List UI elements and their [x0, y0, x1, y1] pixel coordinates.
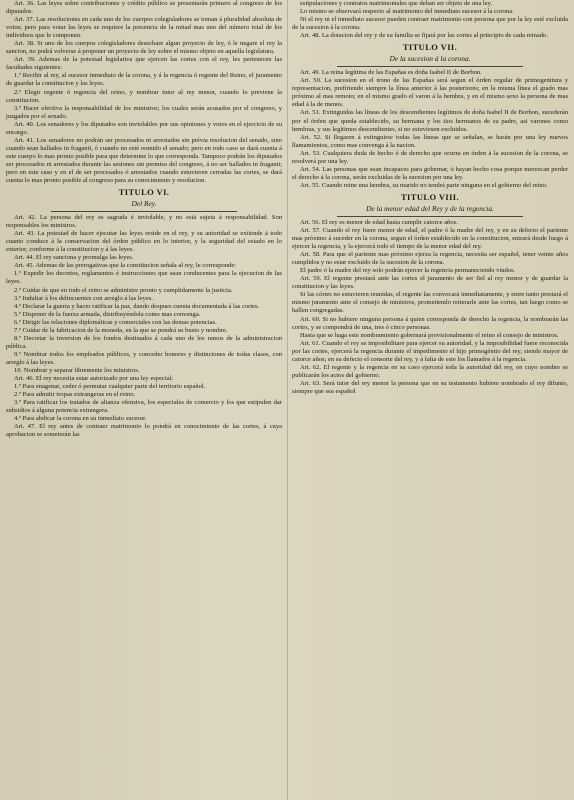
left-paragraph: Art. 41. Los senadores no podrán ser procesados ni arrestados sin prévia resolucion del senado, sino cuando sean hallados in fraganti, ó cuando no esté reunido el senado; pero en todo caso se dará cuenta á este cuerpo lo mas pronto posible para que determine lo que corresponda. Tampoco podrán los diputados ser procesados ni arrestados durante las sesiones sin permiso del congreso, á no ser hallados in fraganti; pero en este caso y en el de ser procesados ó arrestados cuando estuvieren cerradas las cortes, se dará cuenta lo mas pronto posible al congreso para su conocimiento y resolucion.	[6, 136, 282, 185]
right-paragraph: Art. 61. Cuando el rey se imposibilitare para ejercer su autoridad, y la imposibilidad fuere reconocida por las cortes, ejercerá la regencia durante el impedimento el hijo primogénito del rey, siendo mayor de catorce años; en su defecto el consorte del rey, y á falta de este los llamados á la regencia.	[292, 339, 568, 363]
right-paragraph: Ni el rey ni el inmediato sucesor pueden contraer matrimonio con persona que por la ley esté excluida de la sucesion á la corona.	[292, 16, 568, 32]
right-paragraph: Art. 60. Si no hubiere ninguna persona á quien corresponda de derecho la regencia, la nombrarán las cortes, y se compondrá de una, tres ó cinco personas.	[292, 315, 568, 331]
left-paragraph: Art. 43. La potestad de hacer ejecutar las leyes reside en el rey, y su autoridad se extiende á todo cuanto conduce á la conservacion del órden público en lo interior, y la seguridad del estado en lo exterior, conforme á la constitucion y á las leyes.	[6, 230, 282, 254]
left-paragraph: 10. Nombrar y separar libremente los ministros.	[14, 366, 140, 374]
left-section-title: TITULO VI.	[118, 187, 170, 198]
left-section-subtitle: Del Rey.	[131, 199, 157, 209]
left-paragraph: Art. 46. El rey necesita estar autorizado por una ley especial:	[14, 375, 174, 383]
left-paragraph: 8.º Decretar la inversion de los fondos destinados á cada uno de los ramos de la administracion pública.	[6, 334, 282, 350]
left-paragraph: 2.º Elegir regente ó regencia del reino, y nombrar tutor al rey menor, cuando lo previene la constitucion.	[6, 88, 282, 104]
left-paragraph: 1.º Expedir los decretos, reglamentos é instrucciones que sean conducentes para la ejecucion de las leyes.	[6, 270, 282, 286]
left-paragraph: 3.º Hacer efectiva la responsabilidad de los ministros; los cuales serán acusados por el congreso, y juzgados por el senado.	[6, 104, 282, 120]
left-paragraph: 4.º Para abdicar la corona en su inmediato sucesor.	[14, 415, 147, 423]
left-paragraph: Art. 40. Los senadores y los diputados son inviolables por sus opiniones y votos en el ejercicio de su encargo.	[6, 120, 282, 136]
section-rule	[337, 216, 523, 217]
left-paragraph: Art. 37. Las resoluciones en cada uno de los cuerpos colegisladores se toman á pluralidad absoluta de votos; pero para votar las leyes se requiere la presencia de la mitad mas uno del número total de los individuos que le componen.	[6, 16, 282, 40]
left-paragraph: 3.º Para ratificar los tratados de alianza ofensiva, los especiales de comercio y los que estipulen dar subsidios á alguna potencia extrangera.	[6, 399, 282, 415]
left-paragraph: Art. 38. Si uno de los cuerpos colegisladores desechare algun proyecto de ley, ó le negare el rey la sancion, no podrá volverse á proponer un proyecto de ley sobre el mismo objeto en aquella legislatura.	[6, 40, 282, 56]
left-column	[6, 0, 282, 439]
right-paragraph: Art. 57. Cuando el rey fuere menor de edad, el padre ó la madre del rey, y en su defecto el pariente mas próximo á suceder en la corona, segun el órden establecido en la constitucion, entrará desde luego á ejercer la regencia, y la ejercerá todo el tiempo de la menor edad del rey.	[292, 226, 568, 251]
right-section-title: TITULO VII.	[402, 42, 458, 53]
left-paragraph: 5.º Disponer de la fuerza armada, distribuyéndola como mas convenga.	[14, 310, 201, 318]
right-section-title: TITULO VIII.	[400, 191, 460, 202]
left-paragraph: Art. 39. Ademas de la potestad legislativa que ejercen las cortes con el rey, les pertenecen las facultades siguientes:	[6, 56, 282, 72]
left-paragraph: 2.º Cuidar de que en todo el reino se administre pronto y cumplidamente la justicia.	[14, 286, 233, 294]
right-paragraph: Hasta que se haga este nombramiento gobernará provisionalmente el reino el consejo de ministros.	[300, 331, 559, 339]
right-paragraph: Art. 52. Si llegaren á extinguirse todas las líneas que se señalan, se harán por una ley nuevos llamamientos, como mas convenga á la nacion.	[292, 133, 568, 149]
right-paragraph: Art. 53. Cualquiera duda de hecho ó de derecho que ocurra en órden á la sucesion de la corona, se resolverá por una ley.	[292, 149, 568, 165]
left-paragraph: 9.º Nombrar todos los empleados públicos, y conceder honores y distinciones de todas clases, con arreglo á las leyes.	[6, 350, 282, 366]
right-section-subtitle: De la sucesion á la corona.	[389, 54, 471, 64]
right-paragraph: Art. 62. El regente y la regencia en su caso ejercerá toda la autoridad del rey, en cuyo nombre se publicarán los actos del gobierno.	[292, 363, 568, 379]
right-paragraph: Art. 56. El rey es menor de edad hasta cumplir catorce años.	[300, 218, 458, 226]
left-paragraph: Art. 44. El rey sanciona y promulga las leyes.	[14, 254, 134, 262]
left-paragraph: Art. 36. Las leyes sobre contribuciones y crédito público se presentarán primero al congreso de los diputados.	[6, 0, 282, 16]
left-paragraph: 3.º Indultar á los delincuentes con arreglo á las leyes.	[14, 294, 153, 302]
right-paragraph: Lo mismo se observará respecto al matrimonio del inmediato sucesor á la corona.	[300, 8, 514, 16]
right-paragraph: El padre ó la madre del rey solo podrán ejercer la regencia permaneciendo viudos.	[300, 267, 516, 275]
column-divider	[287, 0, 288, 800]
left-paragraph: 4.º Declarar la guerra y hacer ratificar la paz, dando despues cuenta documentada á las cortes.	[14, 302, 260, 310]
right-section-subtitle: De la menor edad del Rey y de la regencia.	[366, 203, 494, 213]
right-paragraph: Si las córtes no estuvieren reunidas, el regente las convocará inmediatamente, y entre tanto prestará el mismo juramento ante el consejo de ministros, prometiendo reiterarle ante las cortes, tan luego como se hallen congregadas.	[292, 291, 568, 315]
right-paragraph: Art. 48. La dotacion del rey y de su familia se fijará por las cortes al principio de cada reinado.	[300, 32, 548, 40]
left-paragraph: 2.º Para admitir tropas extrangeras en el reino.	[14, 391, 136, 399]
section-rule	[337, 66, 523, 67]
right-paragraph: Art. 55. Cuando reine una hembra, su marido no tendrá parte ninguna en el gobierno del reino.	[300, 181, 548, 189]
left-paragraph: 6.º Dirigir las relaciones diplomáticas y comerciales con las demas potencias.	[14, 318, 217, 326]
left-paragraph: 1.º Para enagenar, ceder ó permutar cualquier parte del territorio español.	[14, 383, 206, 391]
right-paragraph: Art. 49. La reina legítima de las Españas es doña Isabel II de Borbon.	[300, 69, 482, 77]
right-column	[292, 0, 568, 396]
left-paragraph: 7.º Cuidar de la fabricacion de la moneda, en la que se pondrá su busto y nombre.	[14, 326, 228, 334]
left-paragraph: Art. 42. La persona del rey es sagrada é inviolable, y no está sujeta á responsabilidad. Son responsables los ministros.	[6, 214, 282, 230]
right-paragraph: Art. 58. Para que el pariente mas próximo ejerza la regencia, necesita ser español, tener veinte años cumplidos y no estar excluido de la sucesion de la corona.	[292, 251, 568, 267]
right-paragraph: Art. 54. Las personas que sean incapaces para gobernar, ó hayan hecho cosa porque merezcan perder el derecho á la corona, serán excluidas de la sucesion por una ley.	[292, 165, 568, 181]
right-paragraph: Art. 63. Será tutor del rey menor la persona que en su testamento hubiere nombrado el rey difunto, siempre que sea español	[292, 379, 568, 395]
left-paragraph: Art. 45. Ademas de las prerogativas que la constitucion señala al rey, le corresponde:	[14, 262, 237, 270]
right-paragraph: Art. 59. El regente prestará ante las cortes el juramento de ser fiel al rey menor y de guardar la constitucion y las leyes.	[292, 275, 568, 291]
section-rule	[51, 211, 237, 212]
left-paragraph: Art. 47. El rey antes de contraer matrimonio lo pondrá en conocimiento de las cortes, á cuya aprobacion se someterán las	[6, 423, 282, 439]
left-paragraph: 1.º Recibir al rey, al sucesor inmediato de la corona, y á la regencia ó regente del Reino, el juramento de guardar la constitucion y las leyes.	[6, 72, 282, 88]
right-paragraph: estipulaciones y contratos matrimoniales que deban ser objeto de una ley.	[300, 0, 493, 7]
right-paragraph: Art. 50. La sucesion en el trono de las Españas será segun el órden regular de primogenitura y representacion, prefiriendo siempre la línea anterior á las posteriores; en la misma línea el grado mas próximo al mas remoto; en el mismo grado el varon á la hembra, y en el mismo sexo la persona de mas edad á la de menos.	[292, 77, 568, 109]
right-paragraph: Art. 51. Extinguidas las líneas de los descendientes legítimos de doña Isabel II de Borbon, sucederán por el órden que queda establecido, su hermana y los tios hermanos de su padre, asi varones como hembras, y sus legítimos descendientes, si no estuviesen excluidos.	[292, 109, 568, 133]
